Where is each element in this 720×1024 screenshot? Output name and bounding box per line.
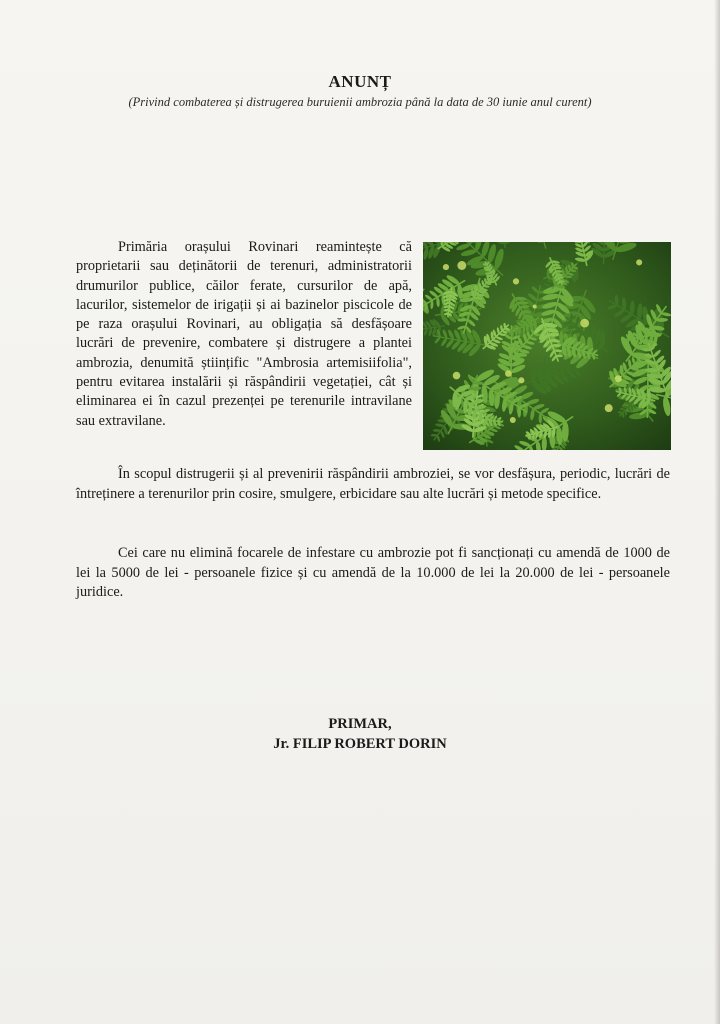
- ambrosia-photo: [423, 242, 671, 450]
- page-subtitle: (Privind combaterea și distrugerea buruienii ambrozia până la data de 30 iunie anul curent): [128, 95, 592, 109]
- paragraph-prevention: În scopul distrugerii și al prevenirii răspândirii ambroziei, se vor desfășura, periodic, lucrări de întreținere a terenurilor prin cosire, smulgere, erbicidare sau alte lucrări și metode specifice.: [76, 466, 670, 502]
- page-edge-shadow: [714, 0, 720, 1024]
- paragraph-obligations: Primăria orașului Rovinari reamintește că proprietarii sau deținătorii de terenuri, administratorii drumurilor publice, căilor ferate, cursurilor de apă, lacurilor, sistemelor de irigații și ai bazinelor piscicole de pe raza orașului Rovinari, au obligația să desfășoare lucrări de prevenire, combatere și distrugere a plantei ambrozia, denumită științific "Ambrosia artemisiifolia", pentru evitarea instalării și răspândirii vegetației, cât și eliminarea ei în cazul prezenței pe terenurile intravilane sau extravilane.: [76, 239, 412, 429]
- signature-role: PRIMAR,: [328, 716, 392, 732]
- paragraph-penalties: Cei care nu elimină focarele de infestare cu ambrozie pot fi sancționați cu amendă de 1000 de lei la 5000 de lei - persoanele fizice și cu amendă de la 10.000 de lei la 20.000 de lei - persoanele juridice.: [76, 545, 670, 600]
- page-title: ANUNȚ: [328, 72, 392, 91]
- signature-name: Jr. FILIP ROBERT DORIN: [273, 736, 447, 752]
